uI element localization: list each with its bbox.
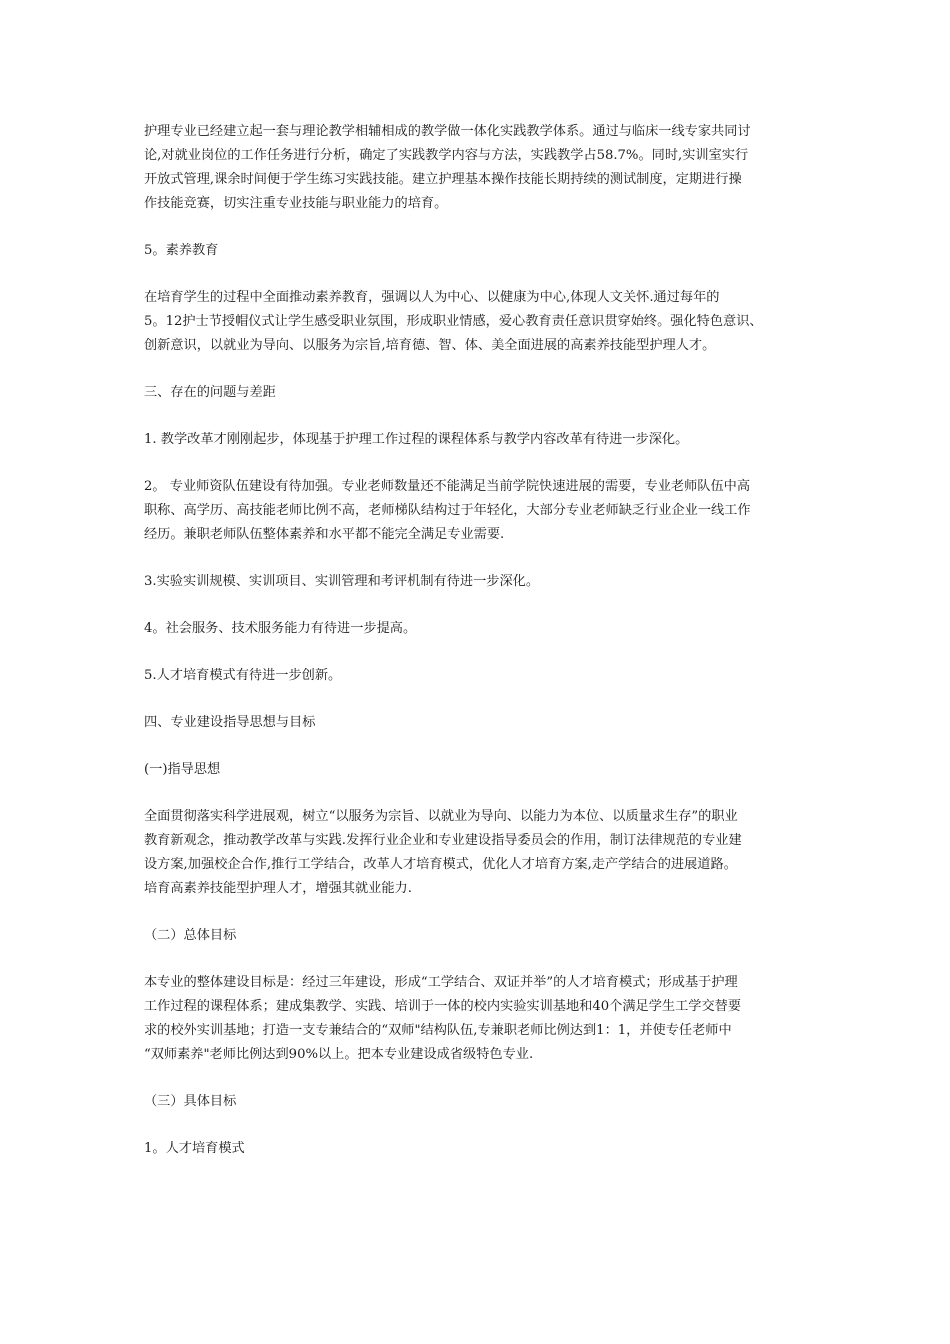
problem-item-5	[144, 664, 808, 688]
text-line: 职称、高学历、高技能老师比例不高，老师梯队结构过于年轻化，大部分专业老师缺乏行业企业一线工作	[144, 503, 751, 518]
heading-specific-goal	[144, 1090, 808, 1114]
document-page	[144, 120, 808, 1184]
text-line: 在培育学生的过程中全面推动素养教育，强调以人为中心、以健康为中心,体现人文关怀.通过每年的	[144, 290, 720, 305]
heading-text: 三、存在的问题与差距	[144, 385, 276, 400]
text-line: 经历。兼职老师队伍整体素养和水平都不能完全满足专业需要.	[144, 527, 505, 542]
paragraph-quality-education	[144, 286, 808, 358]
heading-guidance-goals	[144, 711, 808, 735]
heading-problems	[144, 381, 808, 405]
text-line: 作技能竞赛，切实注重专业技能与职业能力的培育。	[144, 196, 448, 211]
text-line: 培育高素养技能型护理人才，增强其就业能力.	[144, 881, 412, 896]
heading-text: 1。人才培育模式	[144, 1141, 245, 1156]
text-line: 教育新观念，推动教学改革与实践.发挥行业企业和专业建设指导委员会的作用，制订法律规范的专业建	[144, 833, 742, 848]
text-line: 5.人才培育模式有待进一步创新。	[144, 668, 342, 683]
heading-text: 四、专业建设指导思想与目标	[144, 715, 316, 730]
text-line: 2。 专业师资队伍建设有待加强。专业老师数量还不能满足当前学院快速进展的需要，专业老师队伍中高	[144, 479, 751, 494]
heading-overall-goal	[144, 924, 808, 948]
heading-text: (一)指导思想	[144, 762, 221, 777]
paragraph-overall-goal	[144, 971, 808, 1067]
text-line: 求的校外实训基地；打造一支专兼结合的“双师"结构队伍,专兼职老师比例达到1：1，并使专任老师中	[144, 1023, 732, 1038]
text-line: 本专业的整体建设目标是：经过三年建设，形成“工学结合、双证并举”的人才培育模式；形成基于护理	[144, 975, 738, 990]
text-line: 全面贯彻落实科学进展观，树立“以服务为宗旨、以就业为导向、以能力为本位、以质量求生存”的职业	[144, 809, 738, 824]
text-line: 论,对就业岗位的工作任务进行分析，确定了实践教学内容与方法，实践教学占58.7%。同时,实训室实行	[144, 148, 749, 163]
text-line: “双师素养"老师比例达到90%以上。把本专业建设成省级特色专业.	[144, 1047, 534, 1062]
heading-text: 5。素养教育	[144, 243, 219, 258]
text-line: 5。12护士节授帽仪式让学生感受职业氛围，形成职业情感，爱心教育责任意识贯穿始终。强化特色意识、	[144, 314, 763, 329]
paragraph-practice-system	[144, 120, 808, 216]
text-line: 1. 教学改革才刚刚起步，体现基于护理工作过程的课程体系与教学内容改革有待进一步深化。	[144, 432, 689, 447]
text-line: 4。社会服务、技术服务能力有待进一步提高。	[144, 621, 417, 636]
heading-text: （三）具体目标	[144, 1094, 237, 1109]
problem-item-3	[144, 570, 808, 594]
text-line: 工作过程的课程体系；建成集教学、实践、培训于一体的校内实验实训基地和40个满足学生工学交替要	[144, 999, 742, 1014]
problem-item-4	[144, 617, 808, 641]
text-line: 开放式管理,课余时间便于学生练习实践技能。建立护理基本操作技能长期持续的测试制度，定期进行操	[144, 172, 742, 187]
heading-talent-mode	[144, 1137, 808, 1161]
text-line: 护理专业已经建立起一套与理论教学相辅相成的教学做一体化实践教学体系。通过与临床一线专家共同讨	[144, 124, 751, 139]
heading-guiding-thought	[144, 758, 808, 782]
text-line: 设方案,加强校企合作,推行工学结合，改革人才培育模式，优化人才培育方案,走产学结合的进展道路。	[144, 857, 737, 872]
text-line: 3.实验实训规模、实训项目、实训管理和考评机制有待进一步深化。	[144, 574, 540, 589]
heading-quality-education	[144, 239, 808, 263]
paragraph-guiding-thought	[144, 805, 808, 901]
problem-item-1	[144, 428, 808, 452]
heading-text: （二）总体目标	[144, 928, 237, 943]
problem-item-2	[144, 475, 808, 547]
text-line: 创新意识，以就业为导向、以服务为宗旨,培育德、智、体、美全面进展的高素养技能型护理人才。	[144, 338, 716, 353]
